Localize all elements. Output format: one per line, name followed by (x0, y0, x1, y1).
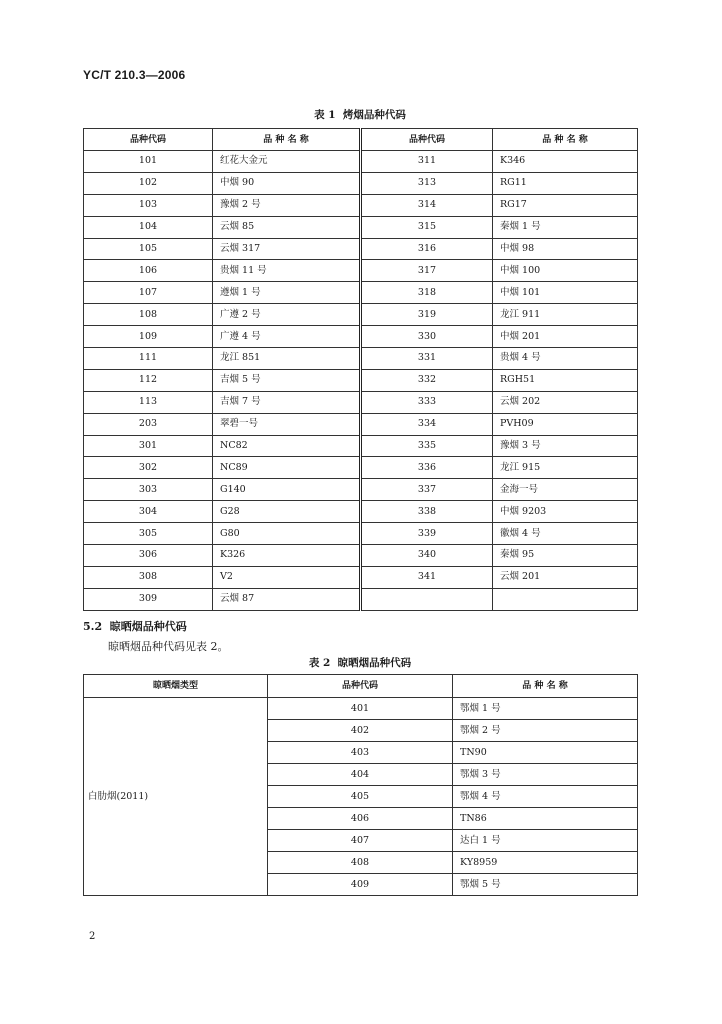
variety-code-cell: 404 (268, 764, 453, 786)
variety-code-cell: 319 (361, 304, 493, 326)
variety-name-cell: 鄂烟 3 号 (453, 764, 638, 786)
variety-name-cell: K346 (493, 151, 638, 173)
variety-name-cell: 鄂烟 5 号 (453, 874, 638, 896)
page-number: 2 (89, 931, 96, 942)
table2-title: 表 2 晾晒烟品种代码 (308, 657, 412, 669)
variety-name-cell: 云烟 87 (213, 588, 361, 610)
variety-name-cell: NC89 (213, 457, 361, 479)
variety-code-cell: 108 (84, 304, 213, 326)
variety-code-cell: 309 (84, 588, 213, 610)
variety-code-cell: 339 (361, 523, 493, 545)
variety-code-cell: 337 (361, 479, 493, 501)
table-row (84, 260, 638, 282)
variety-name-cell: V2 (213, 566, 361, 588)
variety-code-cell: 336 (361, 457, 493, 479)
variety-code-cell: 405 (268, 786, 453, 808)
flue-cured-variety-table (83, 128, 638, 611)
variety-name-cell: 鄂烟 4 号 (453, 786, 638, 808)
table1-title: 表 1 烤烟品种代码 (314, 109, 406, 121)
variety-name-cell: 秦烟 95 (493, 545, 638, 567)
variety-code-cell: 402 (268, 720, 453, 742)
variety-code-cell: 338 (361, 501, 493, 523)
variety-code-cell: 109 (84, 326, 213, 348)
variety-code-cell: 409 (268, 874, 453, 896)
variety-name-cell: G28 (213, 501, 361, 523)
variety-name-cell: 龙江 911 (493, 304, 638, 326)
variety-name-cell: 鄂烟 2 号 (453, 720, 638, 742)
variety-code-cell: 401 (268, 698, 453, 720)
variety-code-cell: 308 (84, 566, 213, 588)
table-row (84, 194, 638, 216)
variety-code-cell: 408 (268, 852, 453, 874)
table-row (84, 391, 638, 413)
table-row (84, 435, 638, 457)
variety-name-cell: 广遵 4 号 (213, 326, 361, 348)
variety-name-cell: RGH51 (493, 369, 638, 391)
table-row (84, 326, 638, 348)
variety-code-cell: 340 (361, 545, 493, 567)
variety-name-cell: 广遵 2 号 (213, 304, 361, 326)
variety-code-cell: 341 (361, 566, 493, 588)
variety-code-cell: 333 (361, 391, 493, 413)
table-row (84, 698, 638, 720)
variety-code-cell: 304 (84, 501, 213, 523)
variety-code-cell: 105 (84, 238, 213, 260)
variety-code-cell: 407 (268, 830, 453, 852)
variety-code-cell: 106 (84, 260, 213, 282)
table-row (84, 172, 638, 194)
variety-name-cell: 遵烟 1 号 (213, 282, 361, 304)
tobacco-type-cell: 白肋烟(2011) (84, 698, 268, 896)
variety-code-cell: 335 (361, 435, 493, 457)
column-header-name: 品 种 名 称 (493, 129, 638, 151)
variety-code-cell: 112 (84, 369, 213, 391)
table-row (84, 238, 638, 260)
variety-name-cell: 豫烟 3 号 (493, 435, 638, 457)
variety-code-cell: 306 (84, 545, 213, 567)
table-row (84, 369, 638, 391)
variety-name-cell: 龙江 851 (213, 348, 361, 370)
variety-name-cell: NC82 (213, 435, 361, 457)
variety-name-cell: 贵烟 11 号 (213, 260, 361, 282)
table-row (84, 151, 638, 173)
variety-name-cell: 吉烟 7 号 (213, 391, 361, 413)
variety-name-cell: TN90 (453, 742, 638, 764)
table-header-row (84, 675, 638, 698)
variety-name-cell: 翠碧一号 (213, 413, 361, 435)
section-text: 晾晒烟品种代码见表 2。 (108, 640, 229, 653)
empty-cell (361, 588, 493, 610)
variety-name-cell: 中烟 9203 (493, 501, 638, 523)
table-row (84, 588, 638, 610)
air-sun-cured-variety-table (83, 674, 638, 896)
variety-code-cell: 403 (268, 742, 453, 764)
variety-name-cell: 中烟 201 (493, 326, 638, 348)
variety-name-cell: 云烟 202 (493, 391, 638, 413)
variety-code-cell: 305 (84, 523, 213, 545)
table-row (84, 348, 638, 370)
section-heading: 5.2 晾晒烟品种代码 (83, 620, 187, 633)
variety-code-cell: 406 (268, 808, 453, 830)
variety-code-cell: 318 (361, 282, 493, 304)
table-row (84, 282, 638, 304)
variety-name-cell: G80 (213, 523, 361, 545)
table-row (84, 457, 638, 479)
empty-cell (493, 588, 638, 610)
variety-code-cell: 311 (361, 151, 493, 173)
variety-name-cell: 豫烟 2 号 (213, 194, 361, 216)
column-header-code: 品种代码 (268, 675, 453, 698)
column-header-name: 品 种 名 称 (213, 129, 361, 151)
column-header-code: 品种代码 (361, 129, 493, 151)
variety-name-cell: 龙江 915 (493, 457, 638, 479)
variety-code-cell: 203 (84, 413, 213, 435)
variety-name-cell: 红花大金元 (213, 151, 361, 173)
variety-name-cell: 贵烟 4 号 (493, 348, 638, 370)
variety-name-cell: 金海一号 (493, 479, 638, 501)
variety-code-cell: 314 (361, 194, 493, 216)
table-row (84, 566, 638, 588)
variety-code-cell: 104 (84, 216, 213, 238)
table-row (84, 479, 638, 501)
variety-name-cell: RG17 (493, 194, 638, 216)
column-header-name: 品 种 名 称 (453, 675, 638, 698)
variety-name-cell: 中烟 90 (213, 172, 361, 194)
variety-code-cell: 303 (84, 479, 213, 501)
variety-code-cell: 302 (84, 457, 213, 479)
table-row (84, 545, 638, 567)
variety-name-cell: G140 (213, 479, 361, 501)
variety-name-cell: 中烟 100 (493, 260, 638, 282)
variety-name-cell: 中烟 98 (493, 238, 638, 260)
variety-name-cell: 云烟 317 (213, 238, 361, 260)
table-row (84, 413, 638, 435)
table-row (84, 501, 638, 523)
variety-name-cell: 云烟 201 (493, 566, 638, 588)
variety-name-cell: KY8959 (453, 852, 638, 874)
variety-name-cell: K326 (213, 545, 361, 567)
variety-name-cell: 徽烟 4 号 (493, 523, 638, 545)
standard-code-header: YC/T 210.3—2006 (83, 68, 186, 82)
variety-name-cell: 吉烟 5 号 (213, 369, 361, 391)
variety-name-cell: 秦烟 1 号 (493, 216, 638, 238)
column-header-type: 晾晒烟类型 (84, 675, 268, 698)
variety-code-cell: 113 (84, 391, 213, 413)
variety-code-cell: 101 (84, 151, 213, 173)
column-header-code: 品种代码 (84, 129, 213, 151)
variety-name-cell: RG11 (493, 172, 638, 194)
table-row (84, 216, 638, 238)
table-row (84, 523, 638, 545)
variety-code-cell: 315 (361, 216, 493, 238)
variety-code-cell: 331 (361, 348, 493, 370)
variety-name-cell: TN86 (453, 808, 638, 830)
variety-name-cell: 达白 1 号 (453, 830, 638, 852)
variety-name-cell: 鄂烟 1 号 (453, 698, 638, 720)
variety-code-cell: 107 (84, 282, 213, 304)
variety-code-cell: 301 (84, 435, 213, 457)
variety-name-cell: PVH09 (493, 413, 638, 435)
variety-code-cell: 316 (361, 238, 493, 260)
variety-code-cell: 103 (84, 194, 213, 216)
variety-code-cell: 332 (361, 369, 493, 391)
variety-code-cell: 313 (361, 172, 493, 194)
table-header-row (84, 129, 638, 151)
variety-code-cell: 317 (361, 260, 493, 282)
variety-name-cell: 中烟 101 (493, 282, 638, 304)
table-row (84, 304, 638, 326)
variety-code-cell: 334 (361, 413, 493, 435)
variety-name-cell: 云烟 85 (213, 216, 361, 238)
variety-code-cell: 111 (84, 348, 213, 370)
variety-code-cell: 330 (361, 326, 493, 348)
variety-code-cell: 102 (84, 172, 213, 194)
